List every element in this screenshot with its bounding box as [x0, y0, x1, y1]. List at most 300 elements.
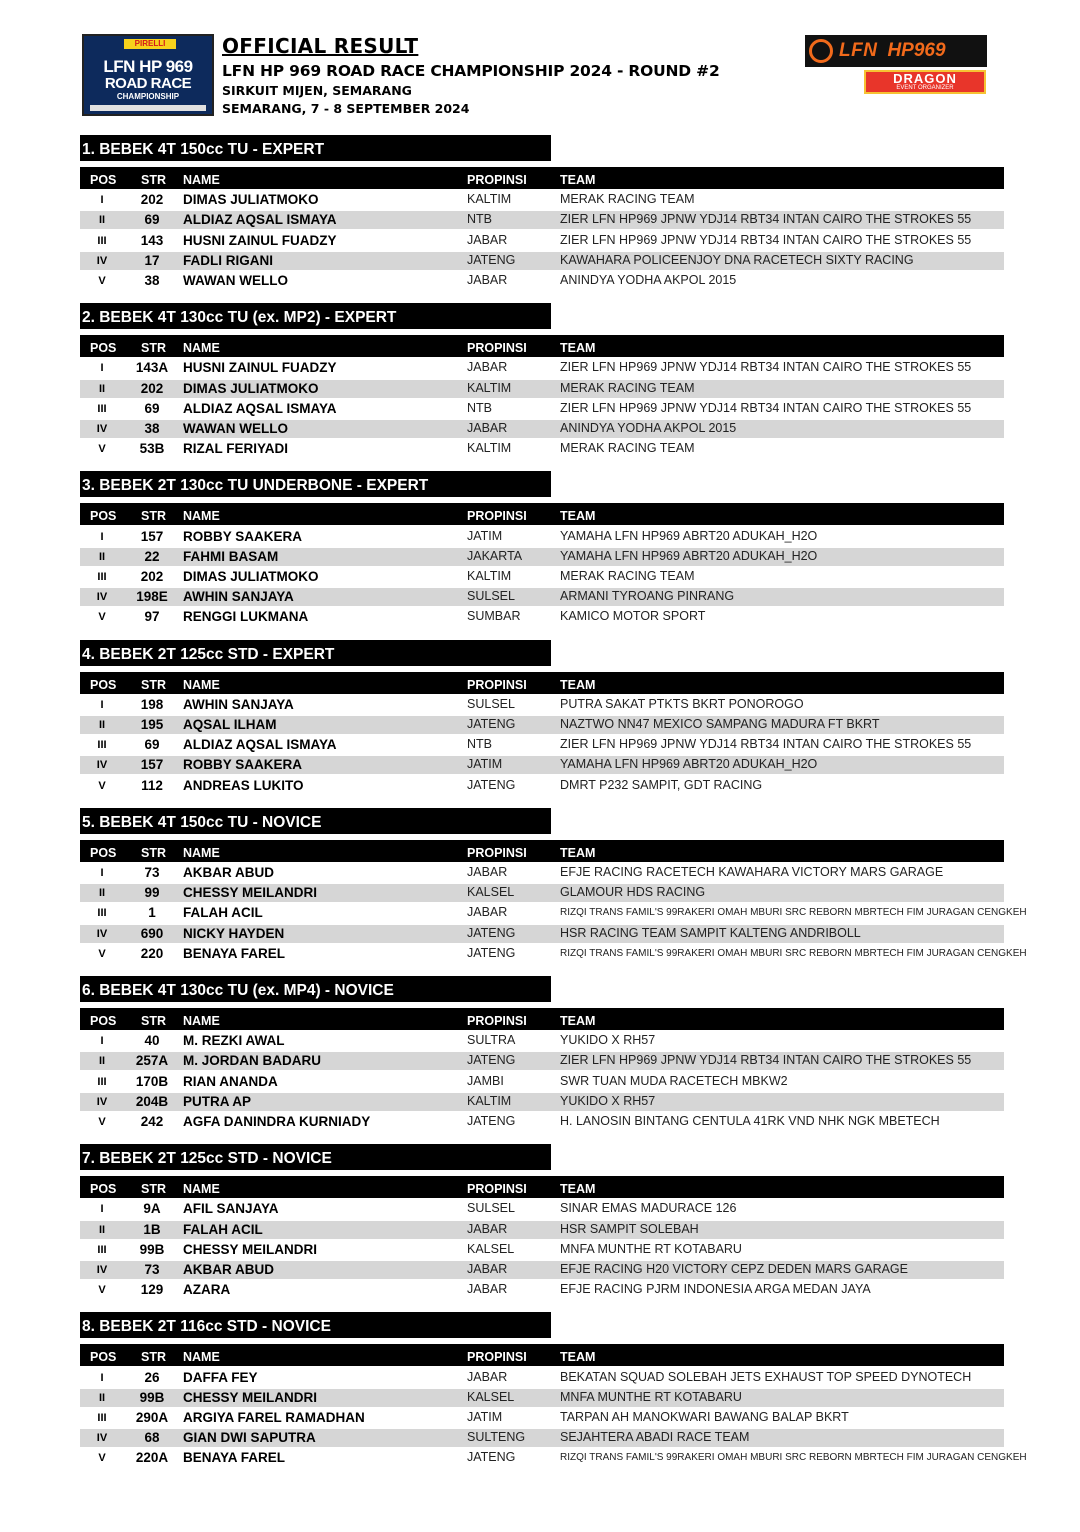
province-cell: JATENG [467, 925, 516, 940]
team-cell: ANINDYA YODHA AKPOL 2015 [560, 420, 737, 435]
province-cell: KALSEL [467, 1389, 515, 1404]
rider-name-cell: HUSNI ZAINUL FUADZY [183, 360, 337, 376]
position-cell: V [98, 779, 106, 792]
position-cell: I [100, 1203, 104, 1216]
table-row [80, 400, 1004, 418]
team-cell: YAMAHA LFN HP969 ABRT20 ADUKAH_H2O [560, 548, 818, 563]
province-cell: JATIM [467, 757, 503, 772]
province-cell: NTB [467, 400, 492, 415]
start-number-cell: 170B [135, 1073, 169, 1089]
table-header [80, 1344, 1004, 1366]
province-cell: NTB [467, 737, 492, 752]
column-header-str: STR [141, 173, 166, 187]
rider-name-cell: BENAYA FAREL [183, 945, 286, 961]
position-cell: II [98, 1391, 106, 1404]
table-row [80, 925, 1004, 943]
start-number-cell: 38 [144, 420, 160, 436]
lfn-hp969-logo [805, 35, 987, 67]
position-cell: I [100, 194, 104, 207]
column-header-str: STR [141, 509, 166, 524]
position-cell: V [98, 443, 106, 456]
province-cell: JATENG [467, 1450, 516, 1465]
category-title: 3. BEBEK 2T 130cc TU UNDERBONE - EXPERT [80, 471, 551, 497]
document-title: OFFICIAL RESULT [222, 34, 419, 58]
table-row [80, 1093, 1004, 1111]
province-cell: JABAR [467, 1282, 508, 1297]
position-cell: III [97, 1075, 107, 1088]
position-cell: IV [96, 591, 108, 604]
table-row [80, 252, 1004, 270]
province-cell: SULTRA [467, 1033, 516, 1048]
position-cell: I [100, 698, 104, 711]
column-header-str: STR [141, 1013, 166, 1028]
table-row [80, 232, 1004, 250]
column-header-pos: POS [90, 677, 117, 692]
position-cell: V [98, 1284, 106, 1297]
position-cell: III [97, 739, 107, 752]
team-cell: GLAMOUR HDS RACING [560, 885, 706, 900]
start-number-cell: 17 [144, 252, 160, 268]
table-row [80, 588, 1004, 606]
team-cell: ARMANI TYROANG PINRANG [560, 589, 735, 604]
start-number-cell: 99B [139, 1241, 165, 1257]
dragon-logo-text: DRAGON [893, 71, 957, 86]
start-number-cell: 73 [144, 1261, 160, 1277]
column-header-name: NAME [183, 1350, 220, 1365]
rider-name-cell: DIMAS JULIATMOKO [183, 380, 319, 396]
rider-name-cell: AZARA [183, 1282, 231, 1298]
rider-name-cell: ARGIYA FAREL RAMADHAN [183, 1409, 365, 1425]
position-cell: II [98, 214, 106, 227]
position-cell: V [98, 947, 106, 960]
column-header-name: NAME [183, 1013, 220, 1028]
start-number-cell: 1B [143, 1221, 161, 1237]
province-cell: KALTIM [467, 192, 512, 207]
team-cell: SINAR EMAS MADURACE 126 [560, 1201, 737, 1216]
position-cell: II [98, 550, 106, 563]
position-cell: IV [96, 1263, 108, 1276]
rider-name-cell: DIMAS JULIATMOKO [183, 568, 319, 584]
start-number-cell: 195 [140, 716, 164, 732]
table-row [80, 272, 1004, 290]
category-title: 4. BEBEK 2T 125cc STD - EXPERT [80, 640, 551, 666]
start-number-cell: 204B [135, 1093, 169, 1109]
column-header-prov: PROPINSI [467, 1350, 527, 1365]
start-number-cell: 99B [139, 1389, 165, 1405]
rider-name-cell: GIAN DWI SAPUTRA [183, 1430, 316, 1446]
position-cell: V [98, 274, 106, 287]
column-header-team: TEAM [560, 1013, 596, 1028]
column-header-name: NAME [183, 509, 220, 524]
province-cell: JATENG [467, 252, 516, 267]
logo-line-1: LFN HP 969 [103, 57, 193, 76]
team-cell: MNFA MUNTHE RT KOTABARU [560, 1389, 742, 1404]
team-cell: MERAK RACING TEAM [560, 441, 695, 456]
team-cell: KAWAHARA POLICEENJOY DNA RACETECH SIXTY RACING [560, 252, 914, 267]
column-header-prov: PROPINSI [467, 677, 527, 692]
pirelli-logo: PIRELLI [124, 39, 176, 49]
start-number-cell: 38 [144, 272, 160, 288]
start-number-cell: 68 [144, 1430, 160, 1446]
event-dates: SEMARANG, 7 - 8 SEPTEMBER 2024 [222, 101, 470, 116]
start-number-cell: 97 [144, 609, 160, 625]
start-number-cell: 198 [140, 696, 164, 712]
rider-name-cell: ALDIAZ AQSAL ISMAYA [183, 212, 337, 228]
team-cell: NAZTWO NN47 MEXICO SAMPANG MADURA FT BKRT [560, 716, 880, 731]
rider-name-cell: ALDIAZ AQSAL ISMAYA [183, 400, 337, 416]
rider-name-cell: AFIL SANJAYA [183, 1201, 279, 1217]
province-cell: SULSEL [467, 696, 515, 711]
province-cell: JABAR [467, 360, 508, 375]
table-row [80, 756, 1004, 774]
table-header [80, 503, 1004, 525]
table-row [80, 548, 1004, 566]
rider-name-cell: ROBBY SAAKERA [183, 757, 303, 773]
table-header [80, 1008, 1004, 1030]
start-number-cell: 9A [143, 1201, 161, 1217]
table-row [80, 1389, 1004, 1407]
team-cell: MERAK RACING TEAM [560, 192, 695, 207]
table-header [80, 672, 1004, 694]
column-header-name: NAME [183, 677, 220, 692]
team-cell: MERAK RACING TEAM [560, 568, 695, 583]
province-cell: JABAR [467, 905, 508, 920]
table-row [80, 608, 1004, 626]
result-section [80, 808, 1027, 976]
start-number-cell: 26 [144, 1369, 160, 1385]
column-header-prov: PROPINSI [467, 1013, 527, 1028]
team-cell: DMRT P232 SAMPIT, GDT RACING [560, 777, 763, 792]
start-number-cell: 202 [140, 192, 164, 208]
position-cell: V [98, 611, 106, 624]
province-cell: KALTIM [467, 568, 512, 583]
position-cell: V [98, 1115, 106, 1128]
table-header [80, 167, 1004, 189]
table-row [80, 716, 1004, 734]
table-row [80, 1221, 1004, 1239]
start-number-cell: 53B [139, 441, 165, 457]
column-header-prov: PROPINSI [467, 509, 527, 524]
start-number-cell: 157 [140, 528, 164, 544]
sponsor-strip [90, 105, 206, 111]
team-cell: RIZQI TRANS FAMIL'S 99RAKERI OMAH MBURI SRC REBORN MBRTECH FIM JURAGAN CENGKEH [560, 907, 1027, 919]
province-cell: JATIM [467, 1409, 503, 1424]
province-cell: JATENG [467, 945, 516, 960]
team-cell: RIZQI TRANS FAMIL'S 99RAKERI OMAH MBURI SRC REBORN MBRTECH FIM JURAGAN CENGKEH [560, 1452, 1027, 1464]
province-cell: SULTENG [467, 1430, 526, 1445]
rider-name-cell: RENGGI LUKMANA [183, 609, 309, 625]
category-title: 8. BEBEK 2T 116cc STD - NOVICE [80, 1312, 551, 1338]
province-cell: JABAR [467, 420, 508, 435]
column-header-team: TEAM [560, 509, 596, 524]
logo-line-3: CHAMPIONSHIP [116, 92, 180, 101]
start-number-cell: 73 [144, 864, 160, 880]
position-cell: III [97, 570, 107, 583]
position-cell: III [97, 1411, 107, 1424]
column-header-name: NAME [183, 845, 220, 860]
championship-name: LFN HP 969 ROAD RACE CHAMPIONSHIP 2024 - ROUND #2 [222, 62, 720, 80]
dragon-logo-subtext: EVENT ORGANIZER [896, 85, 954, 91]
start-number-cell: 143A [135, 360, 169, 376]
province-cell: JATENG [467, 1113, 516, 1128]
position-cell: III [97, 234, 107, 247]
rider-name-cell: FALAH ACIL [183, 1221, 263, 1237]
championship-logo [82, 34, 214, 116]
table-row [80, 1200, 1004, 1218]
rider-name-cell: AWHIN SANJAYA [183, 696, 294, 712]
rider-name-cell: HUSNI ZAINUL FUADZY [183, 232, 337, 248]
province-cell: JABAR [467, 1261, 508, 1276]
table-row [80, 1449, 1027, 1467]
column-header-pos: POS [90, 1013, 117, 1028]
team-cell: HSR RACING TEAM SAMPIT KALTENG ANDRIBOLL [560, 925, 861, 940]
column-header-pos: POS [90, 341, 117, 356]
province-cell: JABAR [467, 272, 508, 287]
team-cell: YAMAHA LFN HP969 ABRT20 ADUKAH_H2O [560, 757, 818, 772]
rider-name-cell: AQSAL ILHAM [183, 716, 277, 732]
table-row [80, 1073, 1004, 1091]
start-number-cell: 99 [144, 885, 160, 901]
table-row [80, 945, 1027, 963]
position-cell: II [98, 1223, 106, 1236]
province-cell: KALTIM [467, 380, 512, 395]
column-header-prov: PROPINSI [467, 173, 527, 187]
table-row [80, 420, 1004, 438]
team-cell: PUTRA SAKAT PTKTS BKRT PONOROGO [560, 696, 804, 711]
rider-name-cell: AKBAR ABUD [183, 864, 274, 880]
position-cell: IV [96, 254, 108, 267]
column-header-team: TEAM [560, 677, 596, 692]
team-cell: MNFA MUNTHE RT KOTABARU [560, 1241, 742, 1256]
province-cell: SULSEL [467, 1201, 515, 1216]
table-header [80, 335, 1004, 357]
position-cell: II [98, 1055, 106, 1068]
province-cell: JATIM [467, 528, 503, 543]
rider-name-cell: FAHMI BASAM [183, 548, 279, 564]
team-cell: YAMAHA LFN HP969 ABRT20 ADUKAH_H2O [560, 528, 818, 543]
column-header-prov: PROPINSI [467, 845, 527, 860]
province-cell: JATENG [467, 716, 516, 731]
lfn-logo-text: LFN [839, 40, 878, 61]
column-header-str: STR [141, 677, 166, 692]
category-title: 2. BEBEK 4T 130cc TU (ex. MP2) - EXPERT [80, 303, 551, 329]
column-header-pos: POS [90, 173, 117, 187]
dragon-eo-logo [864, 70, 986, 94]
team-cell: ZIER LFN HP969 JPNW YDJ14 RBT34 INTAN CAIRO THE STROKES 55 [560, 737, 972, 752]
start-number-cell: 112 [141, 777, 163, 793]
column-header-name: NAME [183, 1182, 220, 1197]
team-cell: YUKIDO X RH57 [560, 1033, 656, 1048]
team-cell: KAMICO MOTOR SPORT [560, 609, 706, 624]
column-header-team: TEAM [560, 341, 596, 356]
column-header-name: NAME [183, 173, 220, 187]
team-cell: SWR TUAN MUDA RACETECH MBKW2 [560, 1073, 788, 1088]
category-title: 6. BEBEK 4T 130cc TU (ex. MP4) - NOVICE [80, 976, 551, 1002]
column-header-team: TEAM [560, 1182, 596, 1197]
rider-name-cell: CHESSY MEILANDRI [183, 1389, 318, 1405]
start-number-cell: 69 [144, 737, 160, 753]
rider-name-cell: BENAYA FAREL [183, 1450, 286, 1466]
rider-name-cell: WAWAN WELLO [183, 420, 288, 436]
column-header-str: STR [141, 341, 166, 356]
result-section [80, 303, 1004, 471]
rider-name-cell: NICKY HAYDEN [183, 925, 285, 941]
ring-icon [809, 39, 833, 63]
column-header-prov: PROPINSI [467, 1182, 527, 1197]
rider-name-cell: WAWAN WELLO [183, 272, 288, 288]
table-header [80, 1176, 1004, 1198]
position-cell: II [98, 887, 106, 900]
province-cell: SULSEL [467, 589, 515, 604]
table-row [80, 191, 1004, 209]
province-cell: KALTIM [467, 441, 512, 456]
position-cell: I [100, 866, 104, 879]
column-header-pos: POS [90, 1182, 117, 1197]
table-row [80, 1241, 1004, 1259]
result-section [80, 135, 1004, 303]
table-row [80, 1032, 1004, 1050]
table-row [80, 380, 1004, 398]
result-section [80, 1312, 1027, 1480]
team-cell: YUKIDO X RH57 [560, 1093, 656, 1108]
rider-name-cell: RIZAL FERIYADI [183, 441, 289, 457]
title-block [222, 34, 720, 116]
rider-name-cell: AKBAR ABUD [183, 1261, 274, 1277]
table-row [80, 1369, 1004, 1387]
province-cell: NTB [467, 212, 492, 227]
rider-name-cell: DIMAS JULIATMOKO [183, 192, 319, 208]
column-header-pos: POS [90, 845, 117, 860]
result-section [80, 976, 1004, 1144]
team-cell: HSR SAMPIT SOLEBAH [560, 1221, 699, 1236]
hp969-logo-text: HP969 [887, 40, 946, 61]
column-header-str: STR [141, 1182, 166, 1197]
category-title: 1. BEBEK 4T 150cc TU - EXPERT [80, 135, 551, 161]
position-cell: III [97, 402, 107, 415]
team-cell: ZIER LFN HP969 JPNW YDJ14 RBT34 INTAN CAIRO THE STROKES 55 [560, 360, 972, 375]
table-row [80, 1281, 1004, 1299]
result-section [80, 1144, 1004, 1312]
rider-name-cell: CHESSY MEILANDRI [183, 885, 318, 901]
column-header-prov: PROPINSI [467, 341, 527, 356]
team-cell: RIZQI TRANS FAMIL'S 99RAKERI OMAH MBURI SRC REBORN MBRTECH FIM JURAGAN CENGKEH [560, 947, 1027, 959]
province-cell: JABAR [467, 232, 508, 247]
team-cell: EFJE RACING PJRM INDONESIA ARGA MEDAN JAYA [560, 1282, 871, 1297]
table-row [80, 864, 1004, 882]
column-header-str: STR [141, 845, 166, 860]
team-cell: ZIER LFN HP969 JPNW YDJ14 RBT34 INTAN CAIRO THE STROKES 55 [560, 1053, 972, 1068]
position-cell: IV [96, 1432, 108, 1445]
column-header-team: TEAM [560, 173, 596, 187]
table-row [80, 904, 1027, 922]
team-cell: SEJAHTERA ABADI RACE TEAM [560, 1430, 750, 1445]
rider-name-cell: FALAH ACIL [183, 905, 263, 921]
team-cell: MERAK RACING TEAM [560, 380, 695, 395]
province-cell: JABAR [467, 1221, 508, 1236]
position-cell: IV [96, 1095, 108, 1108]
column-header-pos: POS [90, 509, 117, 524]
team-cell: ANINDYA YODHA AKPOL 2015 [560, 272, 737, 287]
start-number-cell: 22 [144, 548, 160, 564]
table-row [80, 736, 1004, 754]
logo-line-2: ROAD RACE [104, 75, 192, 92]
rider-name-cell: AGFA DANINDRA KURNIADY [183, 1113, 371, 1129]
rider-name-cell: RIAN ANANDA [183, 1073, 278, 1089]
position-cell: III [97, 1243, 107, 1256]
rider-name-cell: AWHIN SANJAYA [183, 589, 294, 605]
province-cell: JATENG [467, 777, 516, 792]
start-number-cell: 40 [144, 1033, 160, 1049]
position-cell: I [100, 1371, 104, 1384]
rider-name-cell: ANDREAS LUKITO [183, 777, 304, 793]
start-number-cell: 290A [135, 1409, 169, 1425]
table-row [80, 440, 1004, 458]
position-cell: III [97, 907, 107, 920]
rider-name-cell: DAFFA FEY [183, 1369, 258, 1385]
start-number-cell: 198E [136, 589, 168, 605]
column-header-pos: POS [90, 1350, 117, 1365]
result-section [80, 471, 1004, 639]
table-header [80, 840, 1004, 862]
position-cell: II [98, 382, 106, 395]
team-cell: BEKATAN SQUAD SOLEBAH JETS EXHAUST TOP SPEED DYNOTECH [560, 1369, 972, 1384]
start-number-cell: 242 [140, 1113, 164, 1129]
rider-name-cell: PUTRA AP [183, 1093, 252, 1109]
table-row [80, 211, 1004, 229]
rider-name-cell: M. JORDAN BADARU [183, 1053, 321, 1069]
table-row [80, 1113, 1004, 1131]
province-cell: KALSEL [467, 1241, 515, 1256]
team-cell: EFJE RACING H20 VICTORY CEPZ DEDEN MARS GARAGE [560, 1261, 908, 1276]
position-cell: I [100, 362, 104, 375]
rider-name-cell: ROBBY SAAKERA [183, 528, 303, 544]
province-cell: JAKARTA [467, 548, 523, 563]
table-row [80, 1052, 1004, 1070]
rider-name-cell: CHESSY MEILANDRI [183, 1241, 318, 1257]
province-cell: JABAR [467, 864, 508, 879]
position-cell: IV [96, 927, 108, 940]
start-number-cell: 1 [148, 905, 156, 921]
province-cell: JATENG [467, 1053, 516, 1068]
province-cell: JAMBI [467, 1073, 504, 1088]
start-number-cell: 69 [144, 212, 160, 228]
table-row [80, 696, 1004, 714]
position-cell: IV [96, 759, 108, 772]
column-header-team: TEAM [560, 845, 596, 860]
table-row [80, 528, 1004, 546]
team-cell: ZIER LFN HP969 JPNW YDJ14 RBT34 INTAN CAIRO THE STROKES 55 [560, 400, 972, 415]
table-row [80, 1261, 1004, 1279]
table-row [80, 359, 1004, 377]
team-cell: H. LANOSIN BINTANG CENTULA 41RK VND NHK NGK MBETECH [560, 1113, 940, 1128]
table-row [80, 777, 1004, 795]
results-sections [80, 135, 1027, 1481]
province-cell: KALTIM [467, 1093, 512, 1108]
team-cell: EFJE RACING RACETECH KAWAHARA VICTORY MARS GARAGE [560, 864, 944, 879]
start-number-cell: 257A [135, 1053, 169, 1069]
table-row [80, 1409, 1004, 1427]
start-number-cell: 202 [140, 380, 164, 396]
position-cell: V [98, 1452, 106, 1465]
table-row [80, 1429, 1004, 1447]
start-number-cell: 157 [140, 757, 164, 773]
start-number-cell: 143 [140, 232, 164, 248]
rider-name-cell: ALDIAZ AQSAL ISMAYA [183, 737, 337, 753]
position-cell: II [98, 718, 106, 731]
start-number-cell: 220A [135, 1450, 169, 1466]
position-cell: I [100, 530, 104, 543]
column-header-name: NAME [183, 341, 220, 356]
